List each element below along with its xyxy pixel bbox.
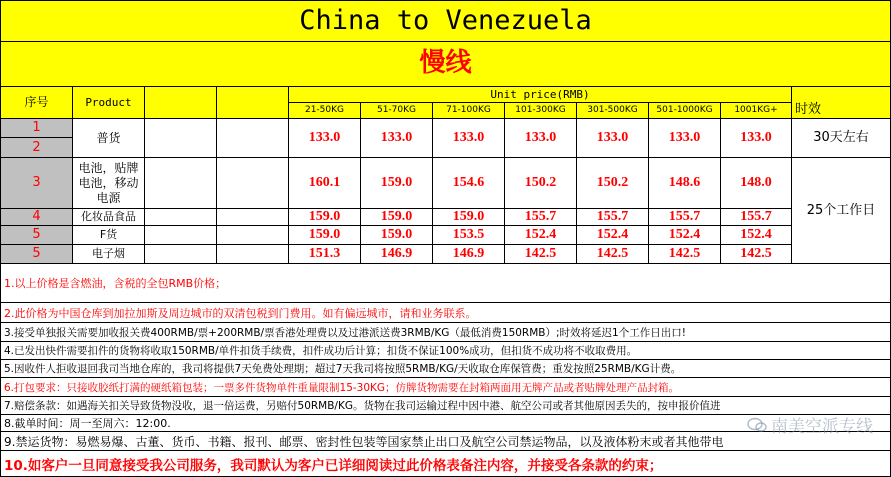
price-cell: 146.9 — [433, 245, 505, 264]
price-cell: 152.4 — [505, 226, 577, 245]
price-cell: 159.0 — [361, 158, 433, 209]
price-cell: 133.0 — [505, 119, 577, 158]
price-cell: 159.0 — [433, 209, 505, 226]
note-5: 5.因收件人拒收退回我司当地仓库的，我司将提供7天免费处理期；超过7天我司将按照5RMB/KG/天收取仓库保管费；重发按照25RMB/KG计费。 — [0, 360, 891, 378]
blank-cell — [217, 209, 289, 226]
header-weight-range: 501-1000KG — [649, 103, 721, 119]
header-weight-range: 101-300KG — [505, 103, 577, 119]
row-seq: 4 — [0, 209, 73, 226]
header-time: 时效 — [792, 87, 891, 119]
note-3: 3.接受单独报关需要加收报关费400RMB/票+200RMB/票香港处理费以及过港派送费3RMB/KG（最低消费150RMB）;时效将延迟1个工作日出口! — [0, 323, 891, 342]
blank-cell — [217, 245, 289, 264]
price-cell: 159.0 — [289, 209, 361, 226]
header-weight-range: 21-50KG — [289, 103, 361, 119]
note-10: 10.如客户一旦同意接受我公司服务，我司默认为客户已详细阅读过此价格表备注内容，并接受各条款的约束； — [0, 451, 891, 477]
price-cell: 152.4 — [721, 226, 792, 245]
row-seq: 5 — [0, 245, 73, 264]
header-weight-range: 301-500KG — [577, 103, 649, 119]
price-cell: 151.3 — [289, 245, 361, 264]
price-cell: 142.5 — [721, 245, 792, 264]
price-cell: 133.0 — [433, 119, 505, 158]
price-cell: 155.7 — [505, 209, 577, 226]
price-cell: 159.0 — [361, 226, 433, 245]
price-cell: 142.5 — [577, 245, 649, 264]
price-cell: 159.0 — [289, 226, 361, 245]
note-2: 2.此价格为中国仓库到加拉加斯及周边城市的双清包税到门费用。如有偏远城市，请和业务联系。 — [0, 303, 891, 323]
blank-cell — [145, 119, 217, 158]
price-cell: 150.2 — [577, 158, 649, 209]
price-cell: 133.0 — [361, 119, 433, 158]
price-cell: 160.1 — [289, 158, 361, 209]
row-product: 化妆品食品 — [73, 209, 145, 226]
price-cell: 153.5 — [433, 226, 505, 245]
note-1: 1.以上价格是含燃油，含税的全包RMB价格； — [0, 264, 891, 303]
header-weight-range: 1001KG+ — [721, 103, 792, 119]
price-cell: 142.5 — [505, 245, 577, 264]
row-seq: 2 — [0, 138, 73, 158]
price-cell: 159.0 — [361, 209, 433, 226]
note-7: 7.赔偿条款：如遇海关扣关导致货物没收，退一倍运费，另赔付50RMB/KG。货物在我司运输过程中因中港、航空公司或者其他原因丢失的，按申报价值进 — [0, 397, 891, 415]
price-cell: 155.7 — [721, 209, 792, 226]
transit-time: 25个工作日 — [792, 158, 891, 264]
price-cell: 133.0 — [577, 119, 649, 158]
header-seq: 序号 — [0, 87, 73, 119]
row-product: F货 — [73, 226, 145, 245]
blank-cell — [217, 119, 289, 158]
header-weight-range: 51-70KG — [361, 103, 433, 119]
watermark — [747, 412, 873, 437]
price-cell: 152.4 — [649, 226, 721, 245]
price-cell: 133.0 — [721, 119, 792, 158]
row-product: 普货 — [73, 119, 145, 158]
price-cell: 150.2 — [505, 158, 577, 209]
blank-cell — [217, 158, 289, 209]
blank-cell — [145, 158, 217, 209]
price-cell: 155.7 — [649, 209, 721, 226]
price-cell: 155.7 — [577, 209, 649, 226]
chat-bubble-icon — [747, 417, 767, 433]
blank-cell — [145, 245, 217, 264]
note-8: 8.截单时间：周一至周六：12:00. — [0, 415, 891, 432]
price-cell: 142.5 — [649, 245, 721, 264]
header-blank — [145, 87, 217, 119]
blank-cell — [217, 226, 289, 245]
header-product: Product — [73, 87, 145, 119]
row-product: 电子烟 — [73, 245, 145, 264]
price-cell: 133.0 — [649, 119, 721, 158]
header-weight-range: 71-100KG — [433, 103, 505, 119]
blank-cell — [145, 226, 217, 245]
note-9: 9.禁运货物：易燃易爆、古董、货币、书籍、报刊、邮票、密封性包装等国家禁止出口及航空公司禁运物品，以及液体粉末或者其他带电 — [0, 432, 891, 451]
price-cell: 152.4 — [577, 226, 649, 245]
note-4: 4.已发出快件需要扣件的货物将收取150RMB/单件扣货手续费，扣件成功后计算；扣货不保证100%成功，但扣货不成功将不收取费用。 — [0, 342, 891, 360]
price-cell: 148.6 — [649, 158, 721, 209]
row-seq: 1 — [0, 119, 73, 138]
header-blank — [217, 87, 289, 119]
row-product: 电池，贴牌电池，移动电源 — [73, 158, 145, 209]
price-cell: 133.0 — [289, 119, 361, 158]
row-seq: 5 — [0, 226, 73, 245]
price-cell: 148.0 — [721, 158, 792, 209]
page-title: China to Venezuela — [0, 0, 891, 42]
row-seq: 3 — [0, 158, 73, 209]
price-cell: 154.6 — [433, 158, 505, 209]
watermark-text: 南美空派专线 — [771, 417, 873, 437]
transit-time: 30天左右 — [792, 119, 891, 158]
price-cell: 146.9 — [361, 245, 433, 264]
header-unit-price: Unit price(RMB) — [289, 87, 792, 103]
blank-cell — [145, 209, 217, 226]
page-subtitle: 慢线 — [0, 42, 891, 87]
note-6: 6.打包要求：只接收胶纸打满的硬纸箱包装；一票多件货物单件重量限制15-30KG；仿牌货物需要在封箱两面用无牌产品或者贴牌处理产品封箱。 — [0, 378, 891, 397]
